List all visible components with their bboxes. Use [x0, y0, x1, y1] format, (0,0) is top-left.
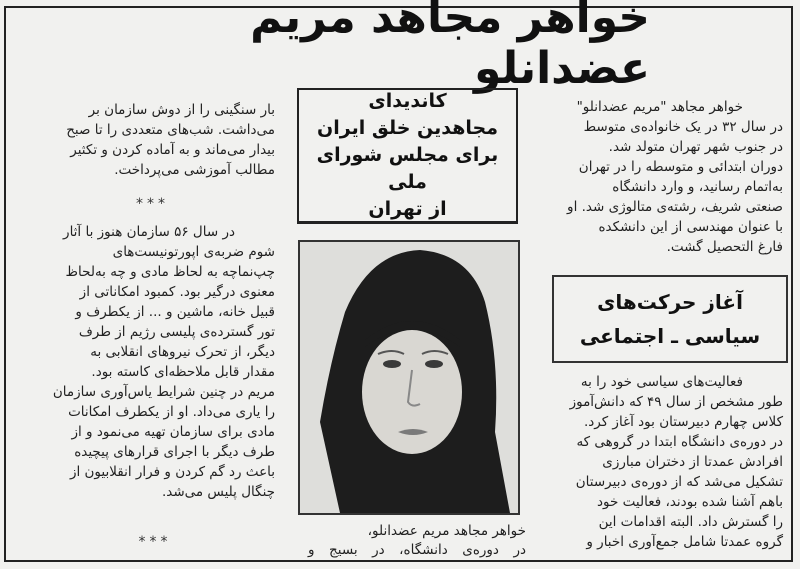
caption-line: خواهر مجاهد مریم عضدانلو،: [367, 523, 526, 539]
text-line: کلاس چهارم دبیرستان بود آغاز کرد.: [583, 414, 783, 430]
photo-caption: [300, 522, 526, 560]
text-line: مقدار قابل ملاحظه‌ای کاسته بود.: [91, 364, 275, 380]
candidate-line: از تهران: [368, 198, 447, 220]
text-line: شوم ضربه‌ی اپورتونیست‌های: [112, 244, 275, 260]
text-line: طرف دیگر با اجرای قرارهای پیچیده: [74, 444, 275, 460]
text-line: گروه عمدتا شامل جمع‌آوری اخبار و: [586, 534, 783, 550]
portrait-image: [300, 242, 518, 513]
text-line: دوران ابتدائی و متوسطه را در تهران: [578, 159, 783, 175]
text-line: را گسترش داد. البته اقدامات این: [598, 514, 783, 530]
text-line: چنگال پلیس می‌شد.: [161, 484, 275, 500]
candidate-line: مجاهدین خلق ایران: [317, 117, 498, 139]
text-line: را یاری می‌داد. او از یکطرف امکانات: [68, 404, 275, 420]
text-line: تور گسترده‌ی پلیسی رژیم از طرف: [78, 324, 275, 340]
text-line: چپ‌نماچه به لحاظ مادی و چه به‌لحاظ: [65, 264, 275, 280]
text-line: در سال ۳۲ در یک خانواده‌ی متوسط: [583, 119, 783, 135]
text-line: صنعتی شریف، رشته‌ی متالوژی شد. او: [567, 199, 783, 215]
candidate-line: کاندیدای: [368, 90, 447, 112]
text-line: طور مشخص از سال ۴۹ که دانش‌آموز: [569, 394, 783, 410]
section-heading-line: آغاز حرکت‌های: [597, 290, 743, 314]
text-line: بار سنگینی را از دوش سازمان بر: [88, 102, 275, 118]
section-separator-bottom: ***: [138, 534, 172, 550]
text-line: مریم در چنین شرایط یاس‌آوری سازمان: [52, 384, 275, 400]
text-line: باعث رد گم کردن و فرار انقلابیون از: [69, 464, 275, 480]
text-line: قبیل خانه، ماشین و ... از یکطرف و: [75, 304, 275, 320]
text-line: باهم آشنا شده بودند، فعالیت خود: [597, 494, 783, 510]
text-line: خواهر مجاهد "مریم عضدانلو": [576, 99, 743, 115]
text-line: تشکیل می‌شد که از دوره‌ی دبیرستان: [575, 474, 783, 490]
text-line: مادی برای سازمان تهیه می‌نمود و از: [71, 424, 275, 440]
text-line: افرادش عمدتا از دختران مبارزی: [602, 454, 783, 470]
text-line: دیگر، از تحرک نیروهای انقلابی به: [90, 344, 275, 360]
right-column: [553, 97, 783, 257]
section-separator: ***: [136, 196, 169, 212]
right-column-continued: [553, 372, 783, 552]
section-heading-line: سیاسی ـ اجتماعی: [579, 324, 761, 348]
candidate-box: [297, 88, 518, 224]
text-line: در جنوب شهر تهران متولد شد.: [608, 139, 783, 155]
headline: خواهر مجاهد مریم عضدانلو: [250, 0, 650, 94]
portrait-photo: [298, 240, 520, 515]
text-line: بیدار می‌ماند و به آماده کردن و تکثیر: [70, 142, 275, 158]
text-line: در دوره‌ی دانشگاه ابتدا در گروهی که: [576, 434, 783, 450]
candidate-line: برای مجلس شورای ملی: [316, 144, 499, 193]
caption-line: در دوره‌ی دانشگاه، در بسیج و: [308, 542, 526, 558]
text-line: فعالیت‌های سیاسی خود را به: [580, 374, 743, 390]
section-heading: [552, 275, 788, 363]
text-line: در سال ۵۶ سازمان هنوز با آثار: [63, 224, 235, 240]
text-line: می‌داشت. شب‌های متعددی را تا صبح: [66, 122, 275, 138]
text-line: معنوی درگیر بود. کمبود امکاناتی از: [79, 284, 275, 300]
text-line: مطالب آموزشی می‌پرداخت.: [114, 162, 275, 178]
text-line: با عنوان مهندسی از این دانشکده: [598, 219, 783, 235]
left-column: [30, 100, 275, 502]
text-line: به‌اتمام رسانید، و وارد دانشگاه: [612, 179, 783, 195]
text-line: فارغ التحصیل گشت.: [666, 239, 783, 255]
